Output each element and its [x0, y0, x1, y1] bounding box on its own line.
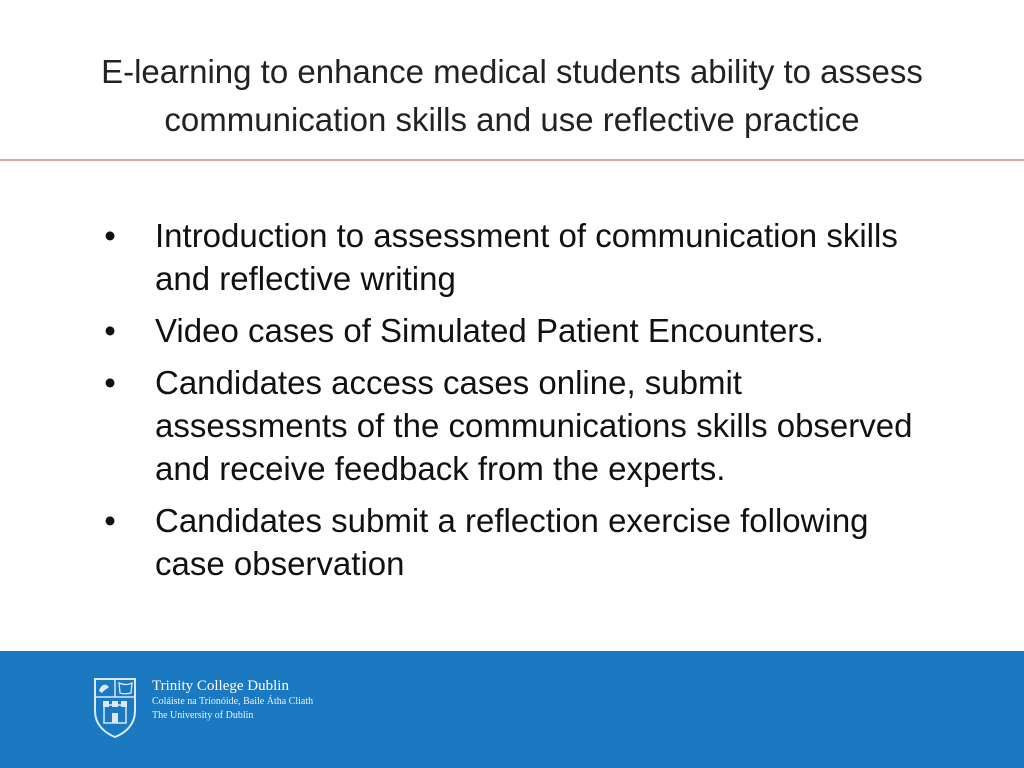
trinity-crest-icon: [92, 675, 138, 739]
bullet-icon: •: [104, 502, 116, 539]
bullet-icon: •: [104, 364, 116, 401]
bullet-text: Introduction to assessment of communication skills and reflective writing: [155, 217, 898, 297]
bullet-item: [100, 361, 920, 490]
title-line-2: communication skills and use reflective practice: [164, 101, 860, 138]
bullet-icon: •: [104, 217, 116, 254]
slide-title: [40, 48, 984, 144]
footer-bar: [0, 651, 1024, 768]
institution-name: Trinity College Dublin: [152, 678, 289, 694]
bullet-text: Video cases of Simulated Patient Encounters.: [155, 312, 824, 349]
institution-subtitle: The University of Dublin: [152, 710, 254, 721]
bullet-item: [100, 214, 920, 300]
bullet-text: Candidates submit a reflection exercise following case observation: [155, 502, 869, 582]
institution-wordmark: [152, 677, 313, 723]
bullet-icon: •: [104, 312, 116, 349]
bullet-item: [100, 499, 920, 585]
bullet-list: [100, 214, 920, 594]
bullet-text: Candidates access cases online, submit assessments of the communications skills observed and receive feedback from the experts.: [155, 364, 913, 487]
bullet-item: [100, 309, 920, 352]
title-line-1: E-learning to enhance medical students ability to assess: [101, 53, 923, 90]
institution-irish-name: Coláiste na Tríonóide, Baile Átha Cliath: [152, 696, 314, 707]
title-divider: [0, 159, 1024, 161]
